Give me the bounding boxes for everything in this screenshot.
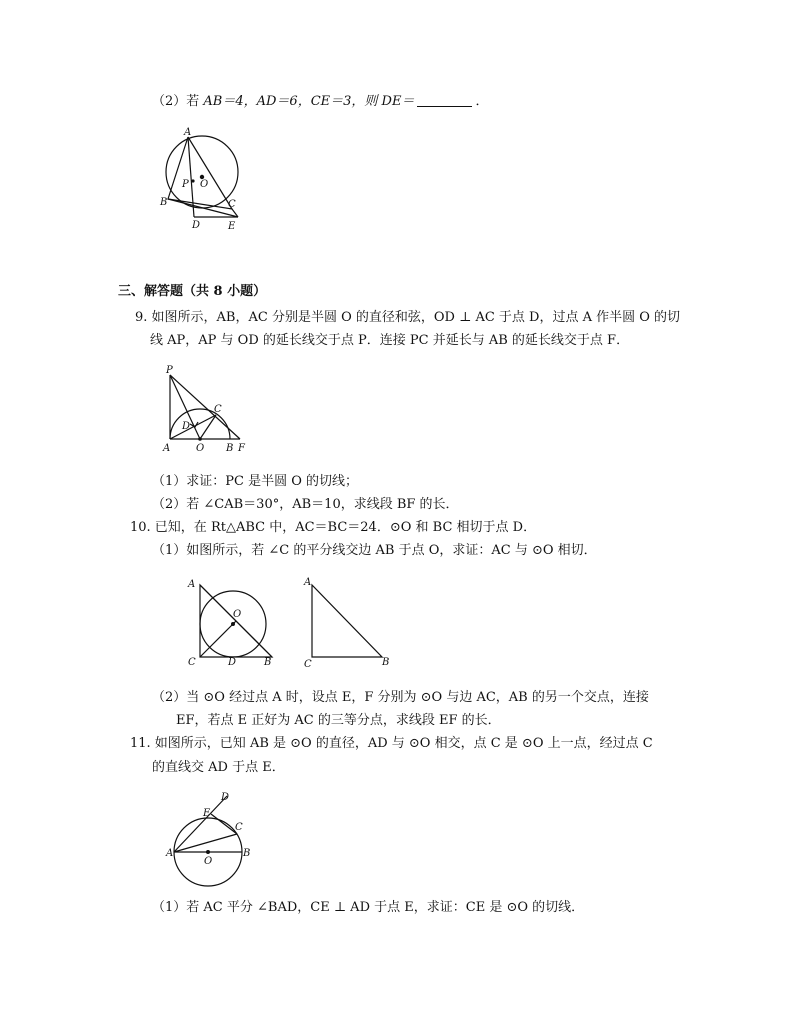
q9-label-b: B xyxy=(226,443,234,454)
q8-label-b: B xyxy=(160,197,168,208)
q8-part2 xyxy=(152,92,488,112)
q10a-point-o xyxy=(231,622,235,626)
q11-line2: 的直线交 AD 于点 E． xyxy=(152,760,285,775)
q10a-bisector xyxy=(200,621,236,657)
q9-label-f: F xyxy=(238,443,245,454)
q9-line2: 线 AP，AP 与 OD 的延长线交于点 P．连接 PC 并延长与 AB 的延长线交于点 F． xyxy=(150,333,630,348)
q10-part2-line1: （2）当 ⊙O 经过点 A 时，设点 E，F 分别为 ⊙O 与边 AC，AB 的另一个交点，连接 xyxy=(152,690,649,705)
q11-line-ec xyxy=(211,814,237,834)
q10b-label-a: A xyxy=(304,577,312,588)
q10b-label-b: B xyxy=(382,657,390,668)
q8-part2-tail: ． xyxy=(475,94,489,109)
q9-label-d: D xyxy=(182,421,191,432)
q11-label-a: A xyxy=(166,848,174,859)
q10-part2-line2: EF，若点 E 正好为 AC 的三等分点，求线段 EF 的长． xyxy=(176,713,501,728)
q11-label-d: D xyxy=(221,792,230,803)
section-title: 三、解答题（共 8 小题） xyxy=(118,284,267,299)
q8-label-e: E xyxy=(228,221,236,232)
figure-q10b xyxy=(298,575,398,670)
q11-label-c: C xyxy=(235,822,243,833)
q11-label-b: B xyxy=(243,848,251,859)
q8-label-a: A xyxy=(184,127,192,138)
q9-part1: （1）求证：PC 是半圆 O 的切线； xyxy=(152,474,359,489)
q10a-label-o: O xyxy=(233,609,242,620)
q11-label-e: E xyxy=(203,808,211,819)
q8-label-c: C xyxy=(228,199,236,210)
figure-q9 xyxy=(160,365,260,460)
q9-label-p: P xyxy=(166,365,173,376)
q8-label-p: P xyxy=(182,179,189,190)
q9-label-c: C xyxy=(214,404,222,415)
q11-line-ad xyxy=(174,796,227,852)
q9-right-angle xyxy=(190,422,198,427)
q9-point-o xyxy=(198,437,202,441)
q8-part2-math: AB＝4，AD＝6，CE＝3，则 DE＝ xyxy=(203,94,415,109)
q9-label-o: O xyxy=(196,443,205,454)
q8-label-d: D xyxy=(192,220,201,231)
answer-blank[interactable] xyxy=(417,92,472,107)
q9-line-ac xyxy=(170,415,216,439)
q10a-label-c: C xyxy=(188,657,196,668)
q8-part2-lead: （2）若 xyxy=(152,94,204,109)
q10-line1: 10. 已知，在 Rt△ABC 中，AC＝BC＝24．⊙O 和 BC 相切于点 D． xyxy=(130,520,537,535)
q8-point-p xyxy=(191,179,194,182)
q10b-triangle xyxy=(312,585,382,657)
q11-point-o xyxy=(206,850,210,854)
q11-line-ac xyxy=(174,834,237,852)
q11-part1: （1）若 AC 平分 ∠BAD，CE ⊥ AD 于点 E，求证：CE 是 ⊙O 的切线． xyxy=(152,900,585,915)
figure-q10a xyxy=(180,575,280,670)
q11-label-o: O xyxy=(204,856,213,867)
q11-line1: 11. 如图所示，已知 AB 是 ⊙O 的直径，AD 与 ⊙O 相交，点 C 是 ⊙O 上一点，经过点 C xyxy=(130,736,653,751)
q10a-label-d: D xyxy=(228,657,237,668)
q8-label-o: O xyxy=(200,179,209,190)
q9-part2: （2）若 ∠CAB＝30°，AB＝10，求线段 BF 的长． xyxy=(152,497,459,512)
q9-line-pf xyxy=(170,375,240,439)
q10a-label-a: A xyxy=(188,579,196,590)
q10a-label-b: B xyxy=(264,657,272,668)
q9-line1: 9. 如图所示，AB，AC 分别是半圆 O 的直径和弦，OD ⊥ AC 于点 D，过点 A 作半圆 O 的切 xyxy=(135,310,681,325)
figure-q8 xyxy=(150,125,260,235)
figure-q11 xyxy=(165,790,275,900)
q9-label-a: A xyxy=(163,443,171,454)
q10-part1: （1）如图所示，若 ∠C 的平分线交边 AB 于点 O，求证：AC 与 ⊙O 相切． xyxy=(152,543,597,558)
q10b-label-c: C xyxy=(304,659,312,670)
